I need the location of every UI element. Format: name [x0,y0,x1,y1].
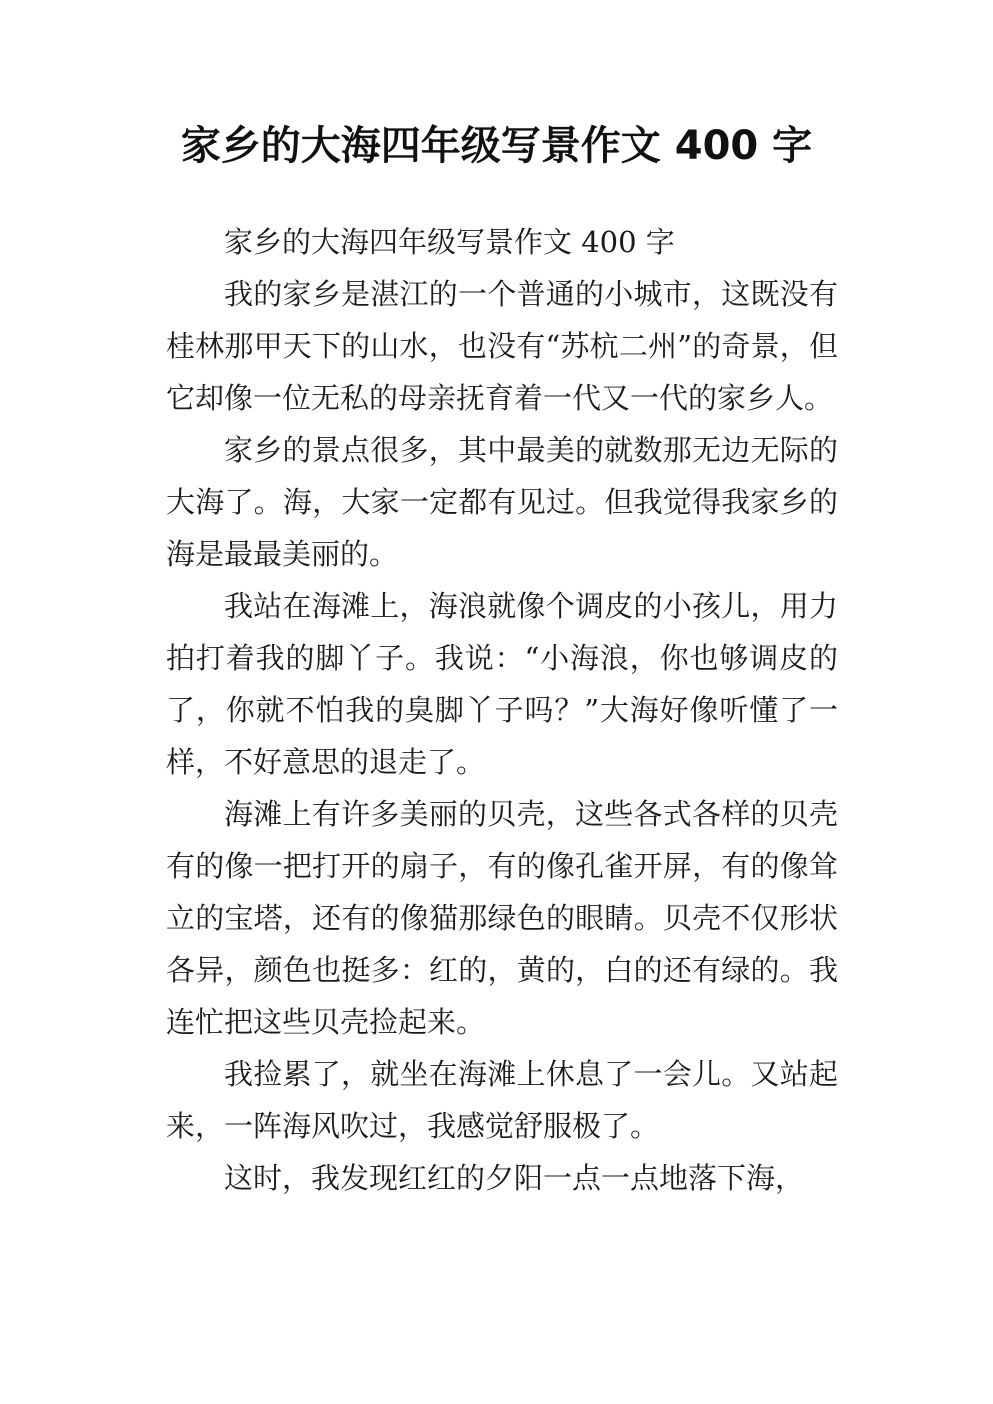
paragraph-2: 家乡的景点很多，其中最美的就数那无边无际的大海了。海，大家一定都有见过。但我觉得我家乡的海是最最美丽的。 [166,433,838,571]
paragraph-5: 我捡累了，就坐在海滩上休息了一会儿。又站起来，一阵海风吹过，我感觉舒服极了。 [166,1057,838,1143]
paragraph-6: 这时，我发现红红的夕阳一点一点地落下海， [224,1161,805,1195]
document-title: 家乡的大海四年级写景作文 400 字 [180,123,813,169]
paragraph-1: 我的家乡是湛江的一个普通的小城市，这既没有桂林那甲天下的山水，也没有“苏杭二州”的奇景，但它却像一位无私的母亲抚育着一代又一代的家乡人。 [166,277,838,415]
paragraph-3: 我站在海滩上，海浪就像个调皮的小孩儿，用力拍打着我的脚丫子。我说：“小海浪，你也够调皮的了，你就不怕我的臭脚丫子吗？”大海好像听懂了一样，不好意思的退走了。 [166,589,838,779]
paragraph-subtitle: 家乡的大海四年级写景作文 400 字 [224,225,675,259]
paragraph-4: 海滩上有许多美丽的贝壳，这些各式各样的贝壳有的像一把打开的扇子，有的像孔雀开屏，有的像耸立的宝塔，还有的像猫那绿色的眼睛。贝壳不仅形状各异，颜色也挺多：红的，黄的，白的还有绿的。我连忙把这些贝壳捡起来。 [166,797,838,1039]
document-body [166,216,838,1204]
